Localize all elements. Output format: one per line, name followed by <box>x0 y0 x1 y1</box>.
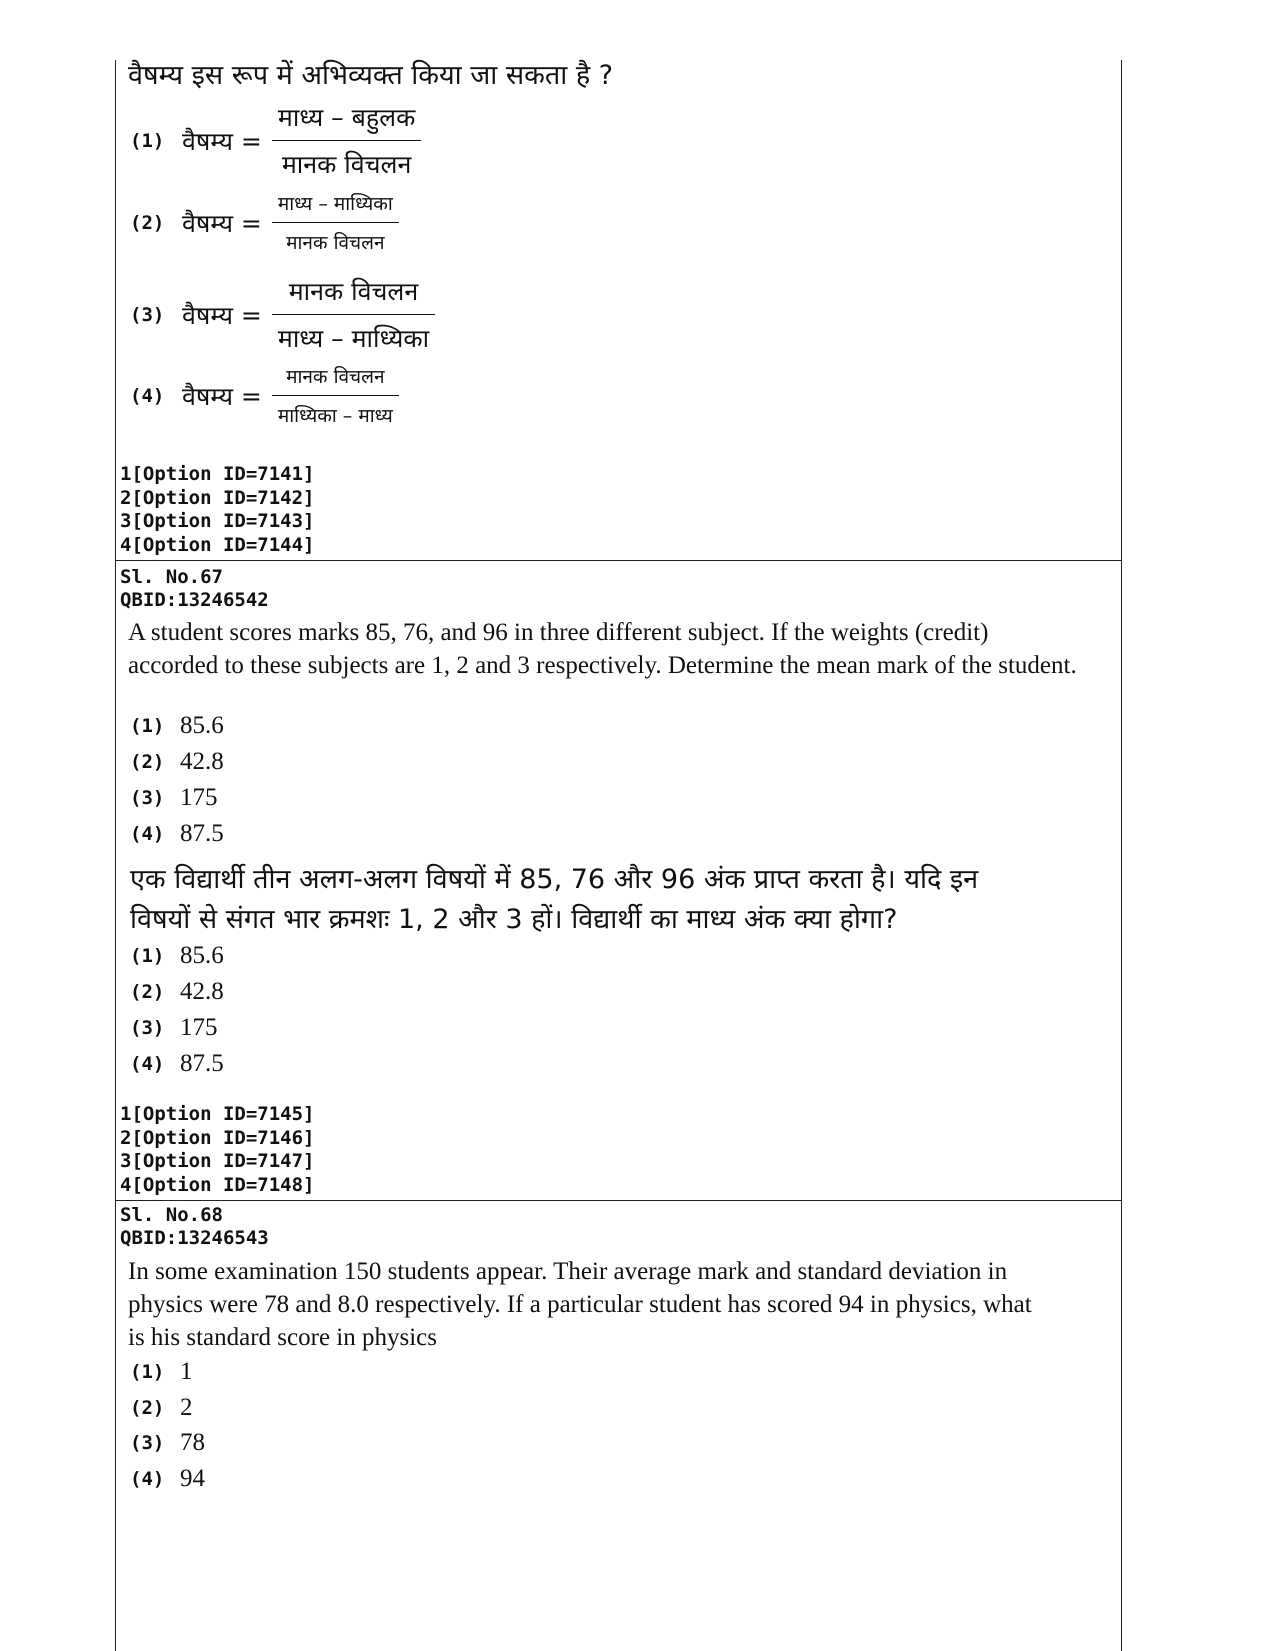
question-text-en: In some examination 150 students appear. Their average mark and standard deviation in physics were 78 and 8.0 respectively. If a particular student has scored 94 in physics, what is his standard score in physics <box>128 1258 1032 1351</box>
q66-option-ids <box>120 463 314 557</box>
q67-option-en-1 <box>130 708 224 744</box>
question-67 <box>116 560 1121 1200</box>
question-66-tail <box>116 60 1121 560</box>
option-value: 42.8 <box>180 978 224 1005</box>
option-value: 175 <box>180 784 218 811</box>
hindi-line-1: एक विद्यार्थी तीन अलग-अलग विषयों में 85, 76 और 96 अंक प्राप्त करता है। यदि इन <box>130 864 979 895</box>
q67-option-en-2 <box>130 744 224 780</box>
hindi-line-2: विषयों से संगत भार क्रमशः 1, 2 और 3 हों। विद्यार्थी का माध्य अंक क्या होगा? <box>130 904 898 935</box>
option-number: (3) <box>130 1017 165 1039</box>
option-value: 85.6 <box>180 942 224 969</box>
q66-option-2 <box>130 190 399 255</box>
q66-option-4 <box>130 363 399 428</box>
question-68 <box>116 1200 1121 1650</box>
question-text-hi <box>130 860 1080 940</box>
question-66-stem-end: वैषम्य इस रूप में अभिव्यक्त किया जा सकता है ? <box>128 60 614 91</box>
option-number: (3) <box>130 787 165 809</box>
option-number: (4) <box>130 1053 165 1075</box>
option-id: 1[Option ID=7141] <box>120 463 315 485</box>
serial-number: Sl. No.68 <box>120 1204 223 1226</box>
question-paper-frame <box>115 60 1122 1651</box>
option-id: 4[Option ID=7148] <box>120 1173 315 1196</box>
option-value: 175 <box>180 1014 218 1041</box>
q67-option-hi-1 <box>130 938 224 974</box>
option-value: 2 <box>180 1394 193 1421</box>
option-id: 3[Option ID=7147] <box>120 1150 315 1172</box>
q68-option-3 <box>130 1425 205 1461</box>
denominator: मानक विचलन <box>286 232 385 254</box>
denominator: माध्य – माध्यिका <box>277 324 430 353</box>
question-meta <box>120 566 269 612</box>
option-value: 87.5 <box>180 1050 224 1077</box>
option-id: 2[Option ID=7146] <box>120 1126 315 1149</box>
fraction <box>272 100 421 181</box>
option-label: वैषम्य = <box>182 208 262 238</box>
option-label: वैषम्य = <box>182 381 262 411</box>
option-number: (2) <box>130 981 165 1003</box>
q67-option-en-3 <box>130 780 218 816</box>
option-number: (1) <box>130 1361 165 1383</box>
option-label: वैषम्य = <box>182 126 262 156</box>
option-id: 4[Option ID=7144] <box>120 533 315 556</box>
option-number: (2) <box>130 1397 165 1419</box>
denominator: माध्यिका – माध्य <box>277 405 393 427</box>
qbid: QBID:13246543 <box>120 1227 269 1249</box>
qbid: QBID:13246542 <box>120 589 269 611</box>
option-number: (2) <box>130 211 165 234</box>
fraction <box>272 190 399 255</box>
option-number: (3) <box>130 1432 165 1454</box>
option-id: 2[Option ID=7142] <box>120 486 315 509</box>
q66-option-3 <box>130 274 435 355</box>
option-number: (3) <box>130 303 165 326</box>
option-number: (4) <box>130 823 165 845</box>
option-number: (4) <box>130 1468 165 1490</box>
option-number: (2) <box>130 751 165 773</box>
q67-option-en-4 <box>130 816 224 852</box>
q66-option-1 <box>130 100 421 181</box>
option-id: 1[Option ID=7145] <box>120 1103 315 1125</box>
fraction <box>272 274 435 355</box>
option-id: 3[Option ID=7143] <box>120 510 315 532</box>
question-text-en: A student scores marks 85, 76, and 96 in three different subject. If the weights (credit) accorded to these subjects are 1, 2 and 3 respectively. Determine the mean mark of the student. <box>128 619 1077 679</box>
fraction <box>272 363 399 428</box>
q67-option-hi-3 <box>130 1010 218 1046</box>
q68-option-1 <box>130 1354 193 1390</box>
option-number: (1) <box>130 129 165 152</box>
q67-option-hi-4 <box>130 1046 224 1082</box>
numerator: माध्य – माध्यिका <box>277 193 393 215</box>
numerator: मानक विचलन <box>288 277 419 306</box>
serial-number: Sl. No.67 <box>120 566 223 588</box>
option-value: 87.5 <box>180 820 224 847</box>
q67-option-ids <box>120 1103 314 1197</box>
option-value: 78 <box>180 1429 205 1456</box>
option-number: (1) <box>130 945 165 967</box>
option-number: (1) <box>130 715 165 737</box>
q68-option-2 <box>130 1390 193 1426</box>
option-value: 42.8 <box>180 748 224 775</box>
option-number: (4) <box>130 384 165 407</box>
numerator: माध्य – बहुलक <box>277 103 416 132</box>
option-value: 85.6 <box>180 712 224 739</box>
option-value: 1 <box>180 1358 193 1385</box>
numerator: मानक विचलन <box>286 366 385 388</box>
option-value: 94 <box>180 1465 205 1492</box>
denominator: मानक विचलन <box>281 150 412 179</box>
question-meta <box>120 1204 269 1250</box>
q68-option-4 <box>130 1461 205 1497</box>
option-label: वैषम्य = <box>182 300 262 330</box>
q67-option-hi-2 <box>130 974 224 1010</box>
